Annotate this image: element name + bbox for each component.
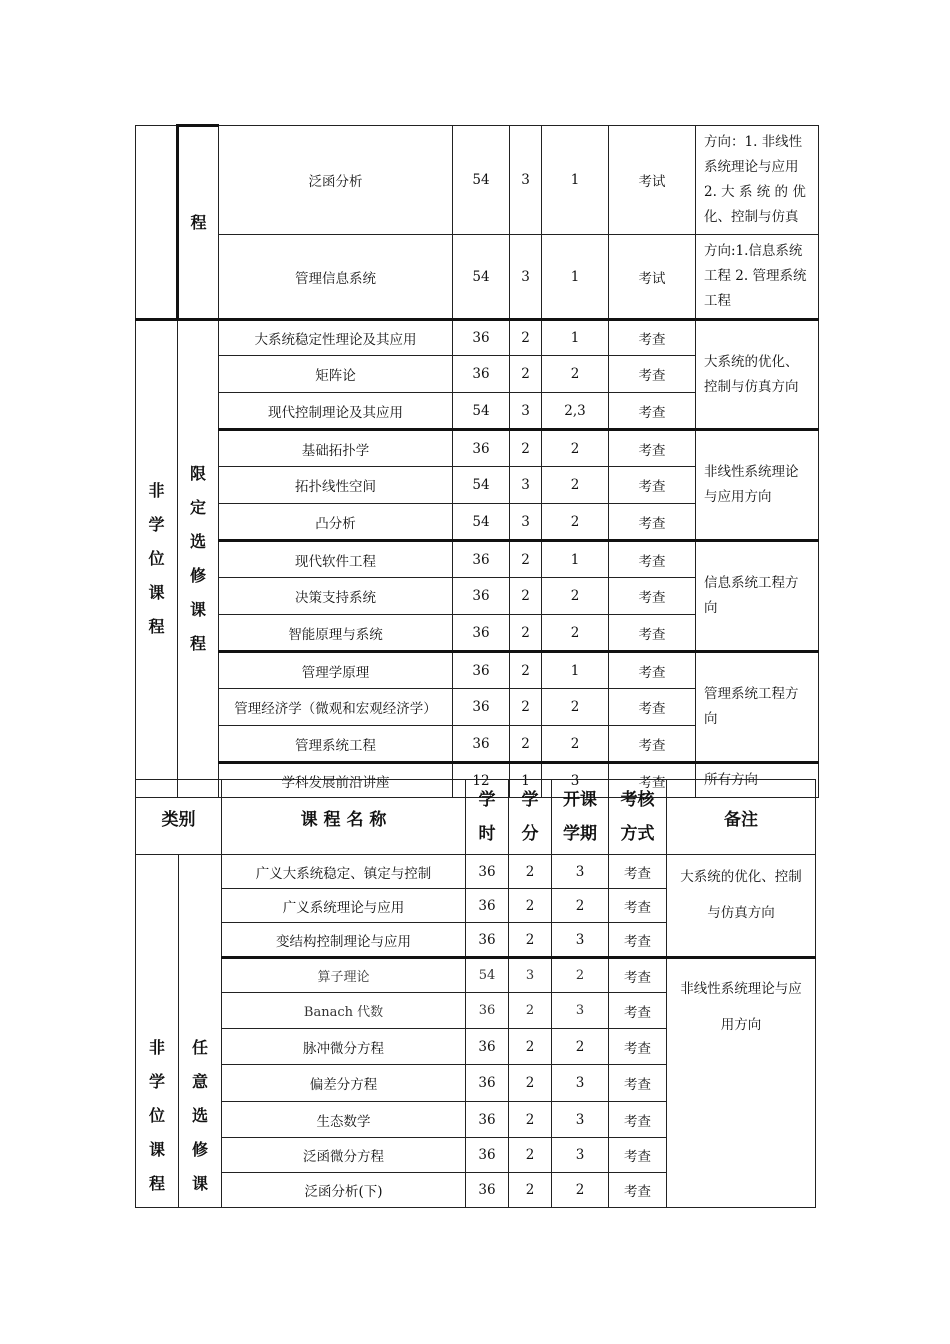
course-credits: 2: [510, 689, 542, 726]
header-exam: [609, 780, 667, 855]
course-hours: 36: [466, 993, 509, 1029]
course-hours: 36: [453, 430, 510, 467]
course-term: 3: [552, 923, 609, 958]
course-name: 管理学原理: [219, 652, 453, 689]
course-exam: 考查: [609, 958, 667, 993]
group-note: 大系统的优化、控制与仿真方向: [696, 320, 819, 430]
course-credits: 2: [509, 1102, 552, 1138]
course-credits: 2: [509, 889, 552, 923]
course-exam: 考查: [609, 923, 667, 958]
course-name: 凸分析: [219, 504, 453, 541]
course-name: 偏差分方程: [222, 1065, 466, 1102]
course-exam: 考查: [609, 578, 696, 615]
course-exam: 考查: [609, 889, 667, 923]
subcategory-label-text: 限定选修课程: [190, 464, 207, 653]
course-term: 1: [542, 320, 609, 356]
category-label-text: 非学位课程: [148, 481, 165, 636]
course-credits: 2: [509, 1138, 552, 1173]
course-name: 广义系统理论与应用: [222, 889, 466, 923]
course-hours: 36: [466, 1029, 509, 1065]
course-name: 基础拓扑学: [219, 430, 453, 467]
course-credits: 2: [510, 726, 542, 763]
group-note: 大系统的优化、控制与仿真方向: [667, 855, 816, 958]
course-hours: 12: [453, 763, 510, 798]
course-hours: 54: [453, 504, 510, 541]
course-exam: 考查: [609, 430, 696, 467]
course-hours: 36: [453, 320, 510, 356]
course-name: 智能原理与系统: [219, 615, 453, 652]
course-name: 算子理论: [222, 958, 466, 993]
course-credits: 3: [510, 393, 542, 430]
course-term: 1: [542, 126, 609, 235]
course-credits: 3: [510, 504, 542, 541]
course-hours: 54: [453, 393, 510, 430]
course-term: 2: [542, 578, 609, 615]
category-label-text: 非学位课程: [149, 1038, 166, 1193]
course-exam: 考查: [609, 504, 696, 541]
course-exam: 考查: [609, 356, 696, 393]
course-name: 脉冲微分方程: [222, 1029, 466, 1065]
course-name: 决策支持系统: [219, 578, 453, 615]
course-name: Banach 代数: [222, 993, 466, 1029]
course-hours: 36: [466, 1138, 509, 1173]
course-exam: 考查: [609, 652, 696, 689]
header-term: [552, 780, 609, 855]
course-credits: 2: [510, 356, 542, 393]
course-credits: 3: [510, 235, 542, 320]
course-name: 管理系统工程: [219, 726, 453, 763]
course-name: 现代控制理论及其应用: [219, 393, 453, 430]
course-exam: 考查: [609, 1102, 667, 1138]
course-term: 3: [552, 1138, 609, 1173]
header-hours: [466, 780, 509, 855]
header-credits-text: 学分: [521, 790, 539, 844]
header-note: 备注: [667, 780, 816, 855]
course-hours: 54: [453, 467, 510, 504]
course-credits: 2: [510, 541, 542, 578]
course-term: 2: [552, 1173, 609, 1208]
course-term: 2,3: [542, 393, 609, 430]
course-hours: 36: [453, 541, 510, 578]
subcategory-label-continued: 程: [178, 126, 219, 320]
header-credits: [509, 780, 552, 855]
course-exam: 考查: [609, 320, 696, 356]
course-credits: 2: [510, 652, 542, 689]
course-credits: 2: [510, 615, 542, 652]
course-hours: 36: [466, 855, 509, 889]
course-exam: 考查: [609, 1065, 667, 1102]
course-hours: 36: [466, 889, 509, 923]
course-credits: 3: [510, 467, 542, 504]
course-hours: 54: [453, 235, 510, 320]
course-exam: 考查: [609, 726, 696, 763]
course-term: 2: [542, 467, 609, 504]
course-name: 拓扑线性空间: [219, 467, 453, 504]
course-credits: 2: [510, 578, 542, 615]
course-term: 2: [542, 356, 609, 393]
course-name: 管理经济学（微观和宏观经济学）: [219, 689, 453, 726]
course-term: 3: [552, 1065, 609, 1102]
course-credits: 2: [510, 430, 542, 467]
course-term: 2: [542, 615, 609, 652]
course-hours: 36: [453, 578, 510, 615]
course-hours: 36: [453, 615, 510, 652]
subcategory-label: [179, 855, 222, 1208]
group-note: 非线性系统理论与应用方向: [696, 430, 819, 541]
course-name: 变结构控制理论与应用: [222, 923, 466, 958]
header-category: 类别: [136, 780, 222, 855]
course-note: 方向:1.信息系统工程 2. 管理系统工程: [696, 235, 819, 320]
course-table-upper: [135, 124, 819, 798]
course-hours: 36: [453, 726, 510, 763]
course-exam: 考查: [609, 689, 696, 726]
course-term: 3: [552, 855, 609, 889]
course-term: 1: [542, 541, 609, 578]
course-hours: 54: [466, 958, 509, 993]
course-exam: 考查: [609, 855, 667, 889]
course-exam: 考试: [609, 235, 696, 320]
course-exam: 考查: [609, 1173, 667, 1208]
course-name: 生态数学: [222, 1102, 466, 1138]
course-hours: 36: [466, 1173, 509, 1208]
course-exam: 考查: [609, 1029, 667, 1065]
course-exam: 考查: [609, 393, 696, 430]
course-hours: 36: [453, 652, 510, 689]
course-exam: 考查: [609, 541, 696, 578]
course-exam: 考查: [609, 615, 696, 652]
group-note: 所有方向: [696, 763, 819, 798]
course-hours: 36: [453, 356, 510, 393]
course-hours: 36: [466, 1102, 509, 1138]
course-term: 2: [542, 689, 609, 726]
course-term: 2: [552, 1029, 609, 1065]
course-hours: 36: [453, 689, 510, 726]
subcategory-label-text: 任意选修课: [192, 1038, 209, 1193]
course-credits: 3: [509, 958, 552, 993]
course-term: 2: [552, 958, 609, 993]
course-term: 2: [552, 889, 609, 923]
group-note: 管理系统工程方向: [696, 652, 819, 763]
course-term: 3: [552, 1102, 609, 1138]
course-term: 2: [542, 504, 609, 541]
header-course-name: 课 程 名 称: [222, 780, 466, 855]
course-hours: 36: [466, 923, 509, 958]
course-exam: 考查: [609, 993, 667, 1029]
course-name: 学科发展前沿讲座: [219, 763, 453, 798]
group-note: 信息系统工程方向: [696, 541, 819, 652]
course-name: 现代软件工程: [219, 541, 453, 578]
course-credits: 3: [510, 126, 542, 235]
course-credits: 2: [509, 1173, 552, 1208]
course-name: 矩阵论: [219, 356, 453, 393]
course-credits: 2: [509, 855, 552, 889]
course-table-lower: [135, 779, 816, 1208]
course-exam: 考试: [609, 126, 696, 235]
course-name: 泛函分析: [219, 126, 453, 235]
course-name: 广义大系统稳定、镇定与控制: [222, 855, 466, 889]
course-name: 泛函分析(下): [222, 1173, 466, 1208]
header-exam-text: 考核方式: [620, 790, 655, 844]
course-note: 方向：1. 非线性系统理论与应用 2. 大 系 统 的 优 化、控制与仿真: [696, 126, 819, 235]
course-name: 管理信息系统: [219, 235, 453, 320]
course-exam: 考查: [609, 467, 696, 504]
course-term: 3: [552, 993, 609, 1029]
course-exam: 考查: [609, 763, 696, 798]
subcategory-label: [178, 320, 219, 798]
course-credits: 2: [509, 993, 552, 1029]
category-cell-continued: [136, 126, 178, 320]
course-term: 3: [542, 763, 609, 798]
course-term: 2: [542, 430, 609, 467]
header-hours-text: 学时: [478, 790, 496, 844]
course-term: 1: [542, 235, 609, 320]
course-name: 泛函微分方程: [222, 1138, 466, 1173]
course-credits: 2: [509, 1029, 552, 1065]
course-credits: 2: [510, 320, 542, 356]
course-exam: 考查: [609, 1138, 667, 1173]
course-name: 大系统稳定性理论及其应用: [219, 320, 453, 356]
course-hours: 54: [453, 126, 510, 235]
category-label: [136, 320, 178, 798]
course-term: 1: [542, 652, 609, 689]
group-note: 非线性系统理论与应用方向: [667, 958, 816, 1208]
category-label: [136, 855, 179, 1208]
course-credits: 1: [510, 763, 542, 798]
header-term-text: 开课学期: [563, 790, 597, 844]
course-credits: 2: [509, 923, 552, 958]
course-term: 2: [542, 726, 609, 763]
course-hours: 36: [466, 1065, 509, 1102]
course-credits: 2: [509, 1065, 552, 1102]
